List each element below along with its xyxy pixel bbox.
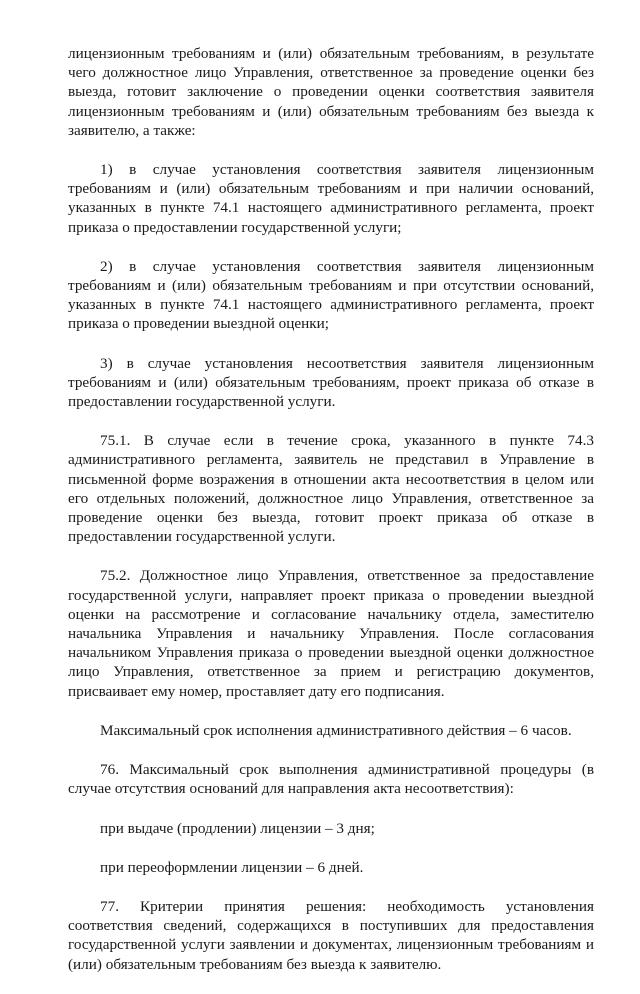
paragraph-max-time-action: Максимальный срок исполнения административного действия – 6 часов.: [100, 721, 572, 739]
paragraph-item-3: 3) в случае установления несоответствия заявителя лицензионным требованиям и (или) обязательным требованиям, проект приказа об отказе в предоставлении государственной услуги.: [68, 354, 594, 411]
paragraph-issue-term: при выдаче (продлении) лицензии – 3 дня;: [100, 819, 375, 837]
paragraph-75-1: 75.1. В случае если в течение срока, указанного в пункте 74.3 административного регламента, заявитель не представил в Управление в письменной форме возражения в отношении акта несоответствия в целом или его отдельных положений, должностное лицо Управления, ответственное за проведение оценки без выезда, готовит проект приказа об отказе в предоставлении государственной услуги.: [68, 432, 594, 546]
paragraph-item-1: 1) в случае установления соответствия заявителя лицензионным требованиям и (или) обязательным требованиям и при наличии оснований, указанных в пункте 74.1 настоящего административного регламента, проект приказа о предоставлении государственной услуги;: [68, 161, 594, 236]
paragraph-item-2: 2) в случае установления соответствия заявителя лицензионным требованиям и (или) обязательным требованиям и при отсутствии оснований, указанных в пункте 74.1 настоящего административного регламента, проект приказа о проведении выездной оценки;: [68, 257, 594, 333]
paragraph-reissue-term: при переоформлении лицензии – 6 дней.: [100, 858, 364, 876]
paragraph-continuation: лицензионным требованиям и (или) обязательным требованиям, в результате чего должностное лицо Управления, ответственное за проведение оценки без выезда, готовит заключение о проведении оценки соответствия заявителя лицензионным требованиям и (или) обязательным требованиям без выезда к заявителю, а также:: [68, 45, 594, 139]
paragraph-76: 76. Максимальный срок выполнения административной процедуры (в случае отсутствия оснований для направления акта несоответствия):: [68, 761, 594, 798]
paragraph-75-2: 75.2. Должностное лицо Управления, ответственное за предоставление государственной услуги, направляет проект приказа о проведении выездной оценки на рассмотрение и согласование начальнику отдела, заместителю начальника Управления и начальнику Управления. После согласования начальником Управления приказа о проведении выездной оценки должностное лицо Управления, ответственное за прием и регистрацию документов, присваивает ему номер, проставляет дату его подписания.: [68, 567, 594, 700]
paragraph-77: 77. Критерии принятия решения: необходимость установления соответствия сведений, содержащихся в поступивших для предоставления государственной услуги заявлении и документах, лицензионным требованиям и (или) обязательным требованиям без выезда к заявителю.: [68, 897, 594, 973]
document-page: [68, 44, 594, 994]
